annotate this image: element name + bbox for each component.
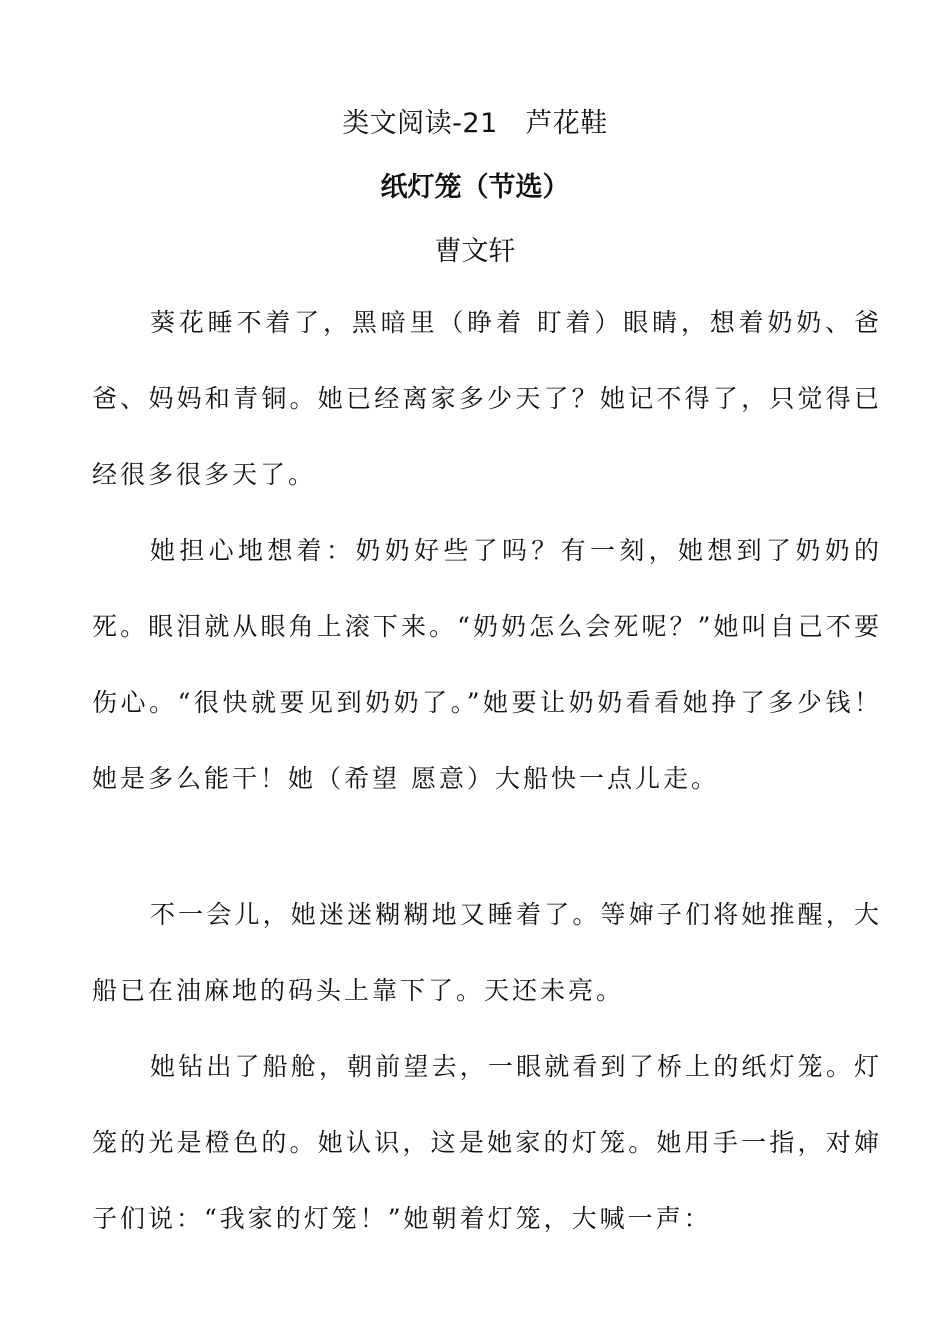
paragraph: 不一会儿，她迷迷糊糊地又睡着了。等婶子们将她推醒，大船已在油麻地的码头上靠下了。天还未亮。	[92, 900, 882, 1005]
body-text-section-1	[92, 285, 882, 817]
article-title: 纸灯笼（节选）	[380, 172, 570, 203]
paragraph: 她担心地想着：奶奶好些了吗？有一刻，她想到了奶奶的死。眼泪就从眼角上滚下来。“奶奶怎么会死呢？”她叫自己不要伤心。“很快就要见到奶奶了。”她要让奶奶看看她挣了多少钱！她是多么能干！她（希望 愿意）大船快一点儿走。	[92, 536, 882, 793]
author-name: 曹文轩	[434, 236, 516, 267]
header-title: 类文阅读-21 芦花鞋	[342, 108, 608, 139]
paragraph: 她钻出了船舱，朝前望去，一眼就看到了桥上的纸灯笼。灯笼的光是橙色的。她认识，这是她家的灯笼。她用手一指，对婶子们说：“我家的灯笼！”她朝着灯笼，大喊一声：	[92, 1052, 882, 1233]
paragraph: 葵花睡不着了，黑暗里（睁着 盯着）眼睛，想着奶奶、爸爸、妈妈和青铜。她已经离家多少天了？她记不得了，只觉得已经很多很多天了。	[92, 308, 882, 489]
body-text-section-2	[92, 877, 882, 1257]
